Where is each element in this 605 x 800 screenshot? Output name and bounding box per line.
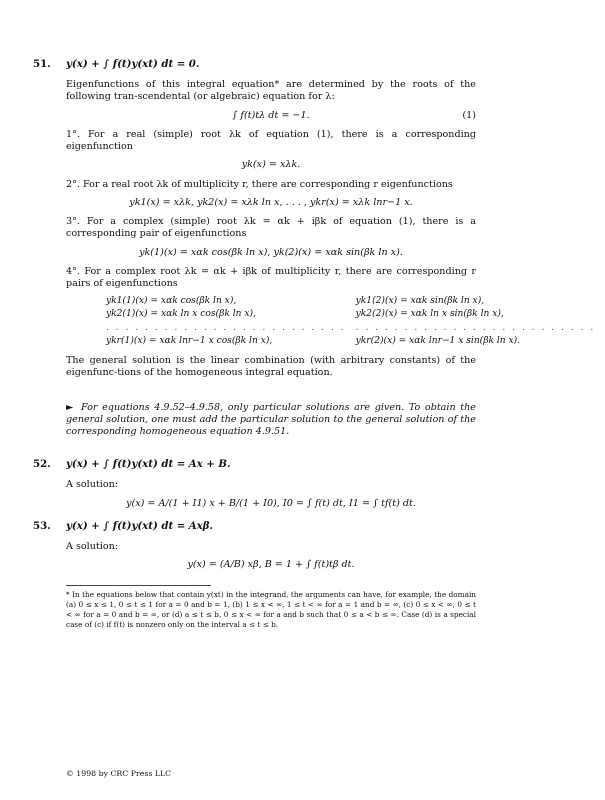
note-text: For equations 4.9.52–4.9.58, only particular solutions are given. To obtain the general solution, one must add the particular solution to the general solution of the corresponding homogeneous equation 4.9.51.: [66, 401, 476, 438]
table-cell: yk1(2)(x) = xαk sin(βk ln x),: [355, 295, 485, 306]
solution-label: A solution:: [66, 479, 119, 491]
table-cell: ykr(1)(x) = xαk lnr−1 x cos(βk ln x),: [106, 336, 273, 347]
equation-number: 51.: [33, 58, 51, 70]
table-row: [106, 322, 605, 336]
note-paragraph: [66, 402, 476, 439]
table-cell: ykr(2)(x) = xαk lnr−1 x sin(βk ln x).: [355, 336, 521, 347]
general-solution-text: The general solution is the linear combination (with arbitrary constants) of the eigenfunc-tions of the homogeneous integral equation.: [66, 355, 476, 379]
equation-number: 53.: [33, 519, 51, 532]
eq51-intro-text: Eigenfunctions of this integral equation* are determined by the roots of the following tran-scendental (or algebraic) equation for λ:: [66, 79, 476, 103]
equation-tag: (1): [462, 109, 476, 121]
case-2-formula: yk1(x) = xλk, yk2(x) = xλk ln x, . . . , ykr(x) = xλk lnr−1 x.: [129, 196, 413, 208]
equation-51-formula: y(x) + ∫ f(t)y(xt) dt = 0.: [66, 58, 200, 70]
characteristic-equation: [66, 110, 476, 122]
equation-52-formula: y(x) + ∫ f(t)y(xt) dt = Ax + B.: [66, 458, 231, 471]
table-row: [106, 308, 605, 322]
case-2-text: 2°. For a real root λk of multiplicity r, there are corresponding r eigenfunctions: [66, 178, 453, 190]
table-row: [106, 295, 605, 309]
case-4-eigenfunction-table: [106, 295, 605, 350]
table-cell: . . . . . . . . . . . . . . . . . . . . . . . . .: [106, 322, 346, 333]
equation-number: 52.: [33, 458, 51, 471]
equation-53-formula: y(x) + ∫ f(t)y(xt) dt = Axβ.: [66, 519, 214, 532]
triangle-marker-icon: ►: [66, 401, 74, 413]
characteristic-equation-formula: ∫ f(t)tλ dt = −1.: [232, 109, 310, 121]
equation-53-solution: y(x) = (A/B) xβ, B = 1 + ∫ f(t)tβ dt.: [187, 559, 355, 571]
table-cell: . . . . . . . . . . . . . . . . . . . . . . . . .: [355, 322, 596, 333]
equation-52-solution: y(x) = A/(1 + I1) x + B/(1 + I0), I0 = ∫ f(t) dt, I1 = ∫ tf(t) dt.: [126, 497, 416, 509]
copyright-notice: © 1998 by CRC Press LLC: [66, 769, 172, 778]
equation-51-heading: [33, 58, 476, 71]
footnote-divider: [66, 585, 211, 586]
table-cell: yk1(1)(x) = xαk cos(βk ln x),: [106, 295, 237, 306]
page-content: [33, 58, 596, 630]
equation-52-heading: [33, 458, 476, 471]
table-cell: yk2(1)(x) = xαk ln x cos(βk ln x),: [106, 309, 256, 320]
table-row: [106, 335, 605, 349]
table-cell: yk2(2)(x) = xαk ln x sin(βk ln x),: [355, 309, 504, 320]
case-4-text: 4°. For a complex root λk = αk + iβk of multiplicity r, there are corresponding r pairs of eigenfunctions: [66, 265, 476, 290]
solution-label: A solution:: [66, 540, 119, 552]
case-1-formula: yk(x) = xλk.: [241, 159, 301, 171]
equation-53-heading: [33, 519, 476, 533]
case-1-text: 1°. For a real (simple) root λk of equation (1), there is a corresponding eigenfunction: [66, 128, 476, 153]
case-3-formula: yk(1)(x) = xαk cos(βk ln x), yk(2)(x) = xαk sin(βk ln x).: [139, 246, 403, 258]
footnote: * In the equations below that contain y(xt) in the integrand, the arguments can have, for example, the domain (a) 0 ≤ x ≤ 1, 0 ≤ t ≤ 1 for a = 0 and b = 1, (b) 1 ≤ x < ∞, 1 ≤ t < ∞ for a = 1 and b = ∞, (c) 0 ≤ x < ∞, 0 ≤ t < ∞ for a = 0 and b = ∞, or (d) a ≤ t ≤ b, 0 ≤ x < ∞ for a and b such that 0 ≤ a < b ≤ ∞. Case (d) is a special case of (c) if f(t) is nonzero only on the interval a ≤ t ≤ b.: [66, 590, 476, 630]
case-3-text: 3°. For a complex (simple) root λk = αk + iβk of equation (1), there is a corresponding pair of eigenfunctions: [66, 216, 476, 240]
